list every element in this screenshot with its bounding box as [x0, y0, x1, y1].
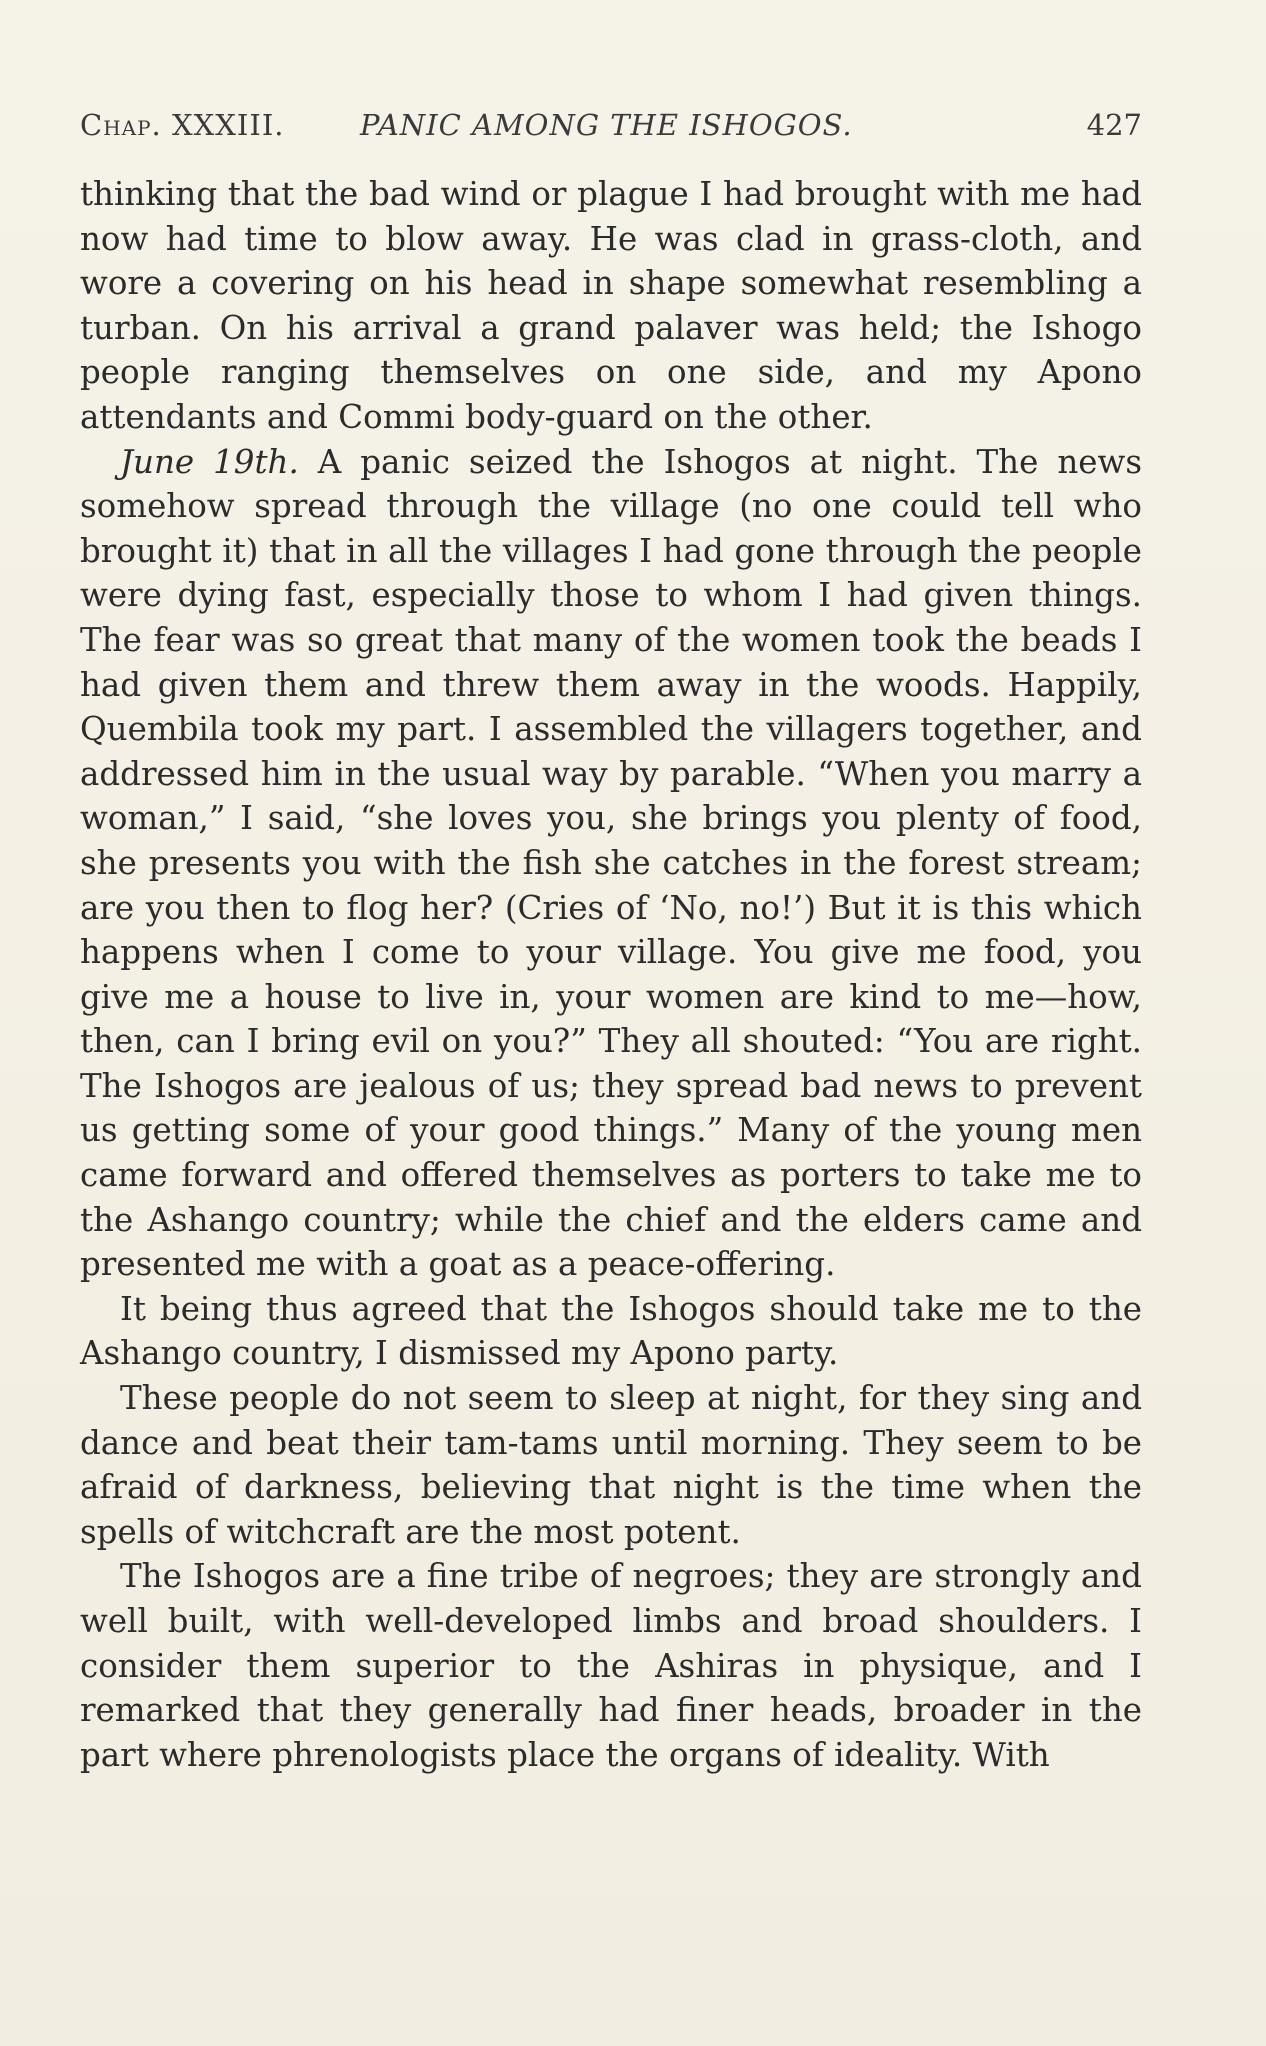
running-title: PANIC AMONG THE ISHOGOS.	[360, 108, 853, 142]
paragraph	[80, 440, 1142, 1287]
running-head	[80, 108, 1142, 152]
page-number: 427	[1086, 108, 1142, 142]
paragraph-text: It being thus agreed that the Ishogos should take me to the Ashango country, I dismissed my Apono party.	[80, 1289, 1142, 1373]
diary-date: June 19th.	[120, 442, 299, 481]
paragraph	[80, 1376, 1142, 1554]
paragraph-text: A panic seized the Ishogos at night. The news somehow spread through the village (no one could tell who brought it) that in all the villages I had gone through the people were dying fast, especially those to whom I had given things. The fear was so great that many of the women took the beads I had given them and threw them away in the woods. Happily, Quembila took my part. I assembled the villagers together, and addressed him in the usual way by parable. “When you marry a woman,” I said, “she loves you, she brings you plenty of food, she presents you with the fish she catches in the forest stream; are you then to flog her? (Cries of ‘No, no!’) But it is this which happens when I come to your village. You give me food, you give me a house to live in, your women are kind to me—how, then, can I bring evil on you?” They all shouted: “You are right. The Ishogos are jealous of us; they spread bad news to prevent us getting some of your good things.” Many of the young men came forward and offered themselves as porters to take me to the Ashango country; while the chief and the elders came and presented me with a goat as a peace-offering.	[80, 442, 1142, 1284]
paragraph	[80, 172, 1142, 440]
paragraph-text: The Ishogos are a fine tribe of negroes; they are strongly and well built, with well-developed limbs and broad shoulders. I consider them superior to the Ashiras in physique, and I remarked that they generally had finer heads, broader in the part where phrenologists place the organs of ideality. With	[80, 1557, 1142, 1774]
paragraph	[80, 1287, 1142, 1376]
paragraph	[80, 1554, 1142, 1777]
body-text	[80, 172, 1142, 1777]
paragraph-text: thinking that the bad wind or plague I had brought with me had now had time to blow away. He was clad in grass-cloth, and wore a covering on his head in shape somewhat resembling a turban. On his arrival a grand palaver was held; the Ishogo people ranging themselves on one side, and my Apono attendants and Commi body-guard on the other.	[80, 175, 1142, 436]
paragraph-text: These people do not seem to sleep at night, for they sing and dance and beat their tam-tams until morning. They seem to be afraid of darkness, believing that night is the time when the spells of witchcraft are the most potent.	[80, 1379, 1142, 1551]
chapter-label: Chap. XXXIII.	[80, 108, 285, 142]
